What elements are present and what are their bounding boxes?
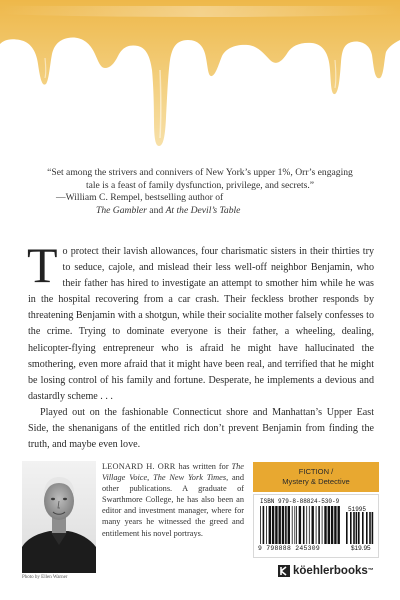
barcode-bar — [322, 506, 323, 544]
blurb-books — [40, 205, 360, 218]
barcode-bar — [303, 506, 305, 544]
addon-bar — [362, 512, 364, 544]
barcode-bar — [318, 506, 320, 544]
genre-label — [253, 462, 379, 492]
publisher-logo — [278, 565, 374, 577]
genre-line-2: Mystery & Detective — [282, 477, 350, 486]
bio-comma: , — [147, 473, 154, 483]
addon-bar — [346, 512, 348, 544]
ean-number: 9 798888 245309 — [258, 545, 321, 552]
review-blurb — [40, 167, 360, 217]
barcode-bar — [328, 506, 330, 544]
barcode-bar — [312, 506, 314, 544]
blurb-and: and — [146, 204, 166, 216]
genre-line-1: FICTION / — [298, 467, 334, 476]
blurb-attribution-text: —William C. Rempel, bestselling author of — [56, 192, 224, 203]
barcode-bar — [309, 506, 310, 544]
barcode-bar — [299, 506, 301, 544]
barcode-bar — [338, 506, 340, 544]
drop-cap: T — [27, 237, 58, 293]
addon-bar — [350, 512, 352, 544]
barcode-bar — [292, 506, 293, 544]
isbn-text: ISBN 979-8-88824-530-9 — [260, 498, 340, 505]
barcode-bar — [269, 506, 271, 544]
barcode-bar — [282, 506, 284, 544]
blurb-book-2: At the Devil’s Table — [165, 204, 241, 216]
blurb-quote: “Set among the strivers and connivers of New York’s upper 1%, Orr’s engaging tale is a feast of family dysfunction, privilege, and secrets.” — [47, 167, 353, 191]
publisher-name: köehlerbooks — [293, 565, 368, 577]
barcode-bar — [285, 506, 287, 544]
addon-bar — [366, 512, 368, 544]
publisher-k-icon — [278, 565, 290, 577]
author-photo — [22, 461, 96, 573]
publisher-trademark: ™ — [367, 568, 374, 574]
barcode-image — [258, 506, 376, 546]
description-text-1: o protect their lavish allowances, four charismatic sisters in their thirties try to seduce, cajole, and mislead their less well-off neighbor Benjamin, who their father has hired to investigate an attempt to smother him while he was in the hospital recovering from a car crash. Their feckless brother responds by threatening Benjamin with a shotgun, while their socialite mother falsely confesses to the crime. Trying to dominate everyone is their father, a wheeling, dealing, helicopter-flying entrepreneur who is afraid he might have hallucinated the smothering, even more afraid that it might have been real, and terrified that he might be losing control of his family and fortune. Desperate, he implements a devious and dastardly scheme . . . — [28, 246, 374, 402]
bio-text-1: has written for — [175, 462, 232, 471]
addon-bar — [353, 512, 355, 544]
author-bio — [102, 461, 244, 539]
photo-credit: Photo by Ellen Warner — [22, 575, 68, 580]
barcode-bar — [294, 506, 295, 544]
author-name: LEONARD H. ORR — [102, 462, 176, 471]
blurb-book-1: The Gambler — [96, 204, 147, 216]
blurb-attribution — [40, 192, 360, 205]
addon-bar — [369, 512, 371, 544]
book-description — [27, 237, 374, 453]
barcode-bar — [272, 506, 274, 544]
barcode-bar — [266, 506, 267, 544]
barcode-bar — [296, 506, 297, 544]
addon-number: 51995 — [348, 506, 367, 513]
barcode-block — [253, 494, 379, 558]
barcode-bar — [275, 506, 277, 544]
addon-bar — [358, 512, 360, 544]
bio-publication-1: The Village Voice — [102, 462, 244, 483]
barcode-bar — [316, 506, 317, 544]
honey-drip-illustration — [0, 0, 400, 150]
description-paragraph-2: Played out on the fashionable Connecticut shore and Manhattan’s Upper East Side, the shenanigans of the entitled rich don’t prevent Benjamin from finding the truth, and maybe even love. — [28, 406, 374, 451]
barcode-bar — [279, 506, 281, 544]
barcode-bar — [288, 506, 290, 544]
barcode-bar — [306, 506, 307, 544]
price: $19.95 — [351, 545, 371, 552]
barcode-bar — [263, 506, 265, 544]
bio-text-2: , and other publications. A graduate of Swarthmore College, he has also been an editor and investment manager, where for many years he witnessed the greed and entitlement his novel portrays. — [102, 473, 244, 538]
bio-publication-2: The New York Times — [153, 473, 227, 483]
barcode-bar — [324, 506, 326, 544]
addon-bar — [356, 512, 358, 544]
addon-bar — [372, 512, 374, 544]
barcode-bar — [331, 506, 333, 544]
description-paragraph-1 — [27, 237, 374, 405]
barcode-bar — [334, 506, 336, 544]
barcode-bar — [260, 506, 261, 544]
